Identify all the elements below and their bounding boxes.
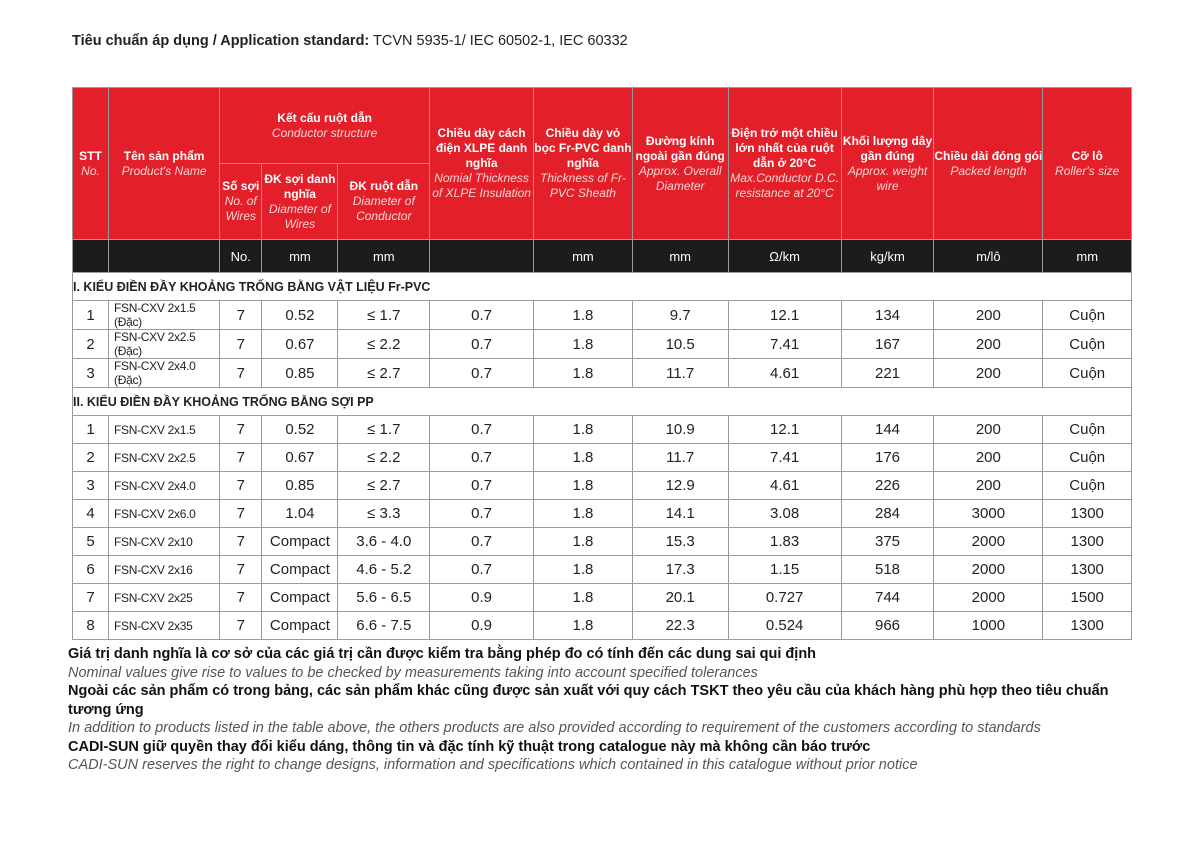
table-cell: 200	[934, 472, 1043, 500]
unit-cell: mm	[338, 240, 430, 273]
table-cell: 1.83	[728, 528, 841, 556]
section-header-row	[73, 388, 1132, 416]
header-resistance: Điện trở một chiều lớn nhất của ruột dẫn ở 20°C Max.Conductor D.C. resistance at 20°C	[728, 88, 841, 240]
table-cell: 10.9	[632, 416, 728, 444]
header-roller-size: Cỡ lô Roller's size	[1043, 88, 1132, 240]
table-cell: 0.67	[262, 444, 338, 472]
section-header-row	[73, 273, 1132, 301]
table-cell: 7	[220, 472, 262, 500]
table-cell: 2	[73, 330, 109, 359]
table-row	[73, 528, 1132, 556]
table-cell: 200	[934, 301, 1043, 330]
table-cell: Compact	[262, 584, 338, 612]
table-cell: 1.8	[534, 472, 633, 500]
table-row	[73, 416, 1132, 444]
table-cell: 744	[841, 584, 934, 612]
table-cell: ≤ 2.7	[338, 359, 430, 388]
header-conductor-diameter: ĐK ruột dẫn Diameter of Conductor	[338, 164, 430, 240]
table-cell: 518	[841, 556, 934, 584]
table-cell: 7	[220, 500, 262, 528]
table-cell: 1300	[1043, 500, 1132, 528]
table-cell: 1.8	[534, 444, 633, 472]
table-cell: 5	[73, 528, 109, 556]
unit-cell: mm	[262, 240, 338, 273]
table-cell: 1.15	[728, 556, 841, 584]
section-title: II. KIỂU ĐIỀN ĐẦY KHOẢNG TRỐNG BẰNG SỢI PP	[73, 388, 1132, 416]
table-cell: 1500	[1043, 584, 1132, 612]
table-cell: Cuộn	[1043, 444, 1132, 472]
header-xlpe-thickness: Chiều dày cách điện XLPE danh nghĩa Nomial Thickness of XLPE Insulation	[430, 88, 534, 240]
product-name-cell: FSN-CXV 2x6.0	[109, 500, 220, 528]
product-name-cell: FSN-CXV 2x2.5 (Đặc)	[109, 330, 220, 359]
table-cell: 200	[934, 330, 1043, 359]
table-cell: 7	[73, 584, 109, 612]
header-stt: STT No.	[73, 88, 109, 240]
table-cell: 0.7	[430, 528, 534, 556]
table-cell: 5.6 - 6.5	[338, 584, 430, 612]
table-cell: 167	[841, 330, 934, 359]
table-cell: 3000	[934, 500, 1043, 528]
table-cell: 3	[73, 472, 109, 500]
table-cell: Compact	[262, 556, 338, 584]
unit-cell: mm	[632, 240, 728, 273]
table-cell: 6.6 - 7.5	[338, 612, 430, 640]
header-overall-diameter: Đường kính ngoài gần đúng Approx. Overall Diameter	[632, 88, 728, 240]
application-standard	[72, 33, 628, 49]
header-packed-length: Chiều dài đóng gói Packed length	[934, 88, 1043, 240]
header-sheath-thickness: Chiều dày vỏ bọc Fr-PVC danh nghĩa Thickness of Fr-PVC Sheath	[534, 88, 633, 240]
table-cell: 200	[934, 359, 1043, 388]
table-cell: ≤ 2.7	[338, 472, 430, 500]
product-name-cell: FSN-CXV 2x1.5	[109, 416, 220, 444]
table-cell: 8	[73, 612, 109, 640]
table-cell: 2000	[934, 584, 1043, 612]
table-cell: 1.8	[534, 500, 633, 528]
table-cell: 1.8	[534, 359, 633, 388]
table-cell: 11.7	[632, 444, 728, 472]
standard-label: Tiêu chuẩn áp dụng / Application standard:	[72, 33, 370, 49]
table-cell: 200	[934, 444, 1043, 472]
table-cell: 7	[220, 359, 262, 388]
unit-cell: kg/km	[841, 240, 934, 273]
table-cell: 10.5	[632, 330, 728, 359]
table-row	[73, 359, 1132, 388]
table-cell: Compact	[262, 612, 338, 640]
table-cell: 4.61	[728, 359, 841, 388]
table-cell: 2000	[934, 528, 1043, 556]
table-cell: 4.61	[728, 472, 841, 500]
product-name-cell: FSN-CXV 2x16	[109, 556, 220, 584]
product-name-cell: FSN-CXV 2x4.0	[109, 472, 220, 500]
header-weight: Khối lượng dây gần đúng Approx. weight wire	[841, 88, 934, 240]
header-wire-diameter: ĐK sợi danh nghĩa Diameter of Wires	[262, 164, 338, 240]
table-body	[73, 273, 1132, 640]
unit-cell: No.	[220, 240, 262, 273]
table-cell: 1.8	[534, 556, 633, 584]
table-cell: ≤ 1.7	[338, 416, 430, 444]
table-cell: 1.8	[534, 330, 633, 359]
table-cell: 0.727	[728, 584, 841, 612]
table-row	[73, 500, 1132, 528]
table-cell: 1.8	[534, 528, 633, 556]
table-row	[73, 301, 1132, 330]
table-cell: 134	[841, 301, 934, 330]
table-cell: 221	[841, 359, 934, 388]
table-cell: Compact	[262, 528, 338, 556]
table-cell: Cuộn	[1043, 301, 1132, 330]
table-cell: ≤ 2.2	[338, 330, 430, 359]
unit-cell: mm	[534, 240, 633, 273]
unit-cell	[109, 240, 220, 273]
table-cell: 1.8	[534, 584, 633, 612]
table-cell: 0.67	[262, 330, 338, 359]
table-cell: 12.1	[728, 416, 841, 444]
table-cell: 1000	[934, 612, 1043, 640]
table-cell: 966	[841, 612, 934, 640]
table-cell: 15.3	[632, 528, 728, 556]
table-cell: 1300	[1043, 612, 1132, 640]
table-cell: 2000	[934, 556, 1043, 584]
table-cell: 4.6 - 5.2	[338, 556, 430, 584]
table-cell: 0.7	[430, 301, 534, 330]
table-cell: 0.9	[430, 612, 534, 640]
table-cell: Cuộn	[1043, 472, 1132, 500]
table-cell: 2	[73, 444, 109, 472]
table-cell: 7	[220, 556, 262, 584]
note-vi: CADI-SUN giữ quyền thay đổi kiểu dáng, thông tin và đặc tính kỹ thuật trong catalogue này mà không cần báo trước	[68, 738, 871, 755]
header-conductor-structure: Kết cấu ruột dẫn Conductor structure	[220, 88, 430, 164]
note-en: In addition to products listed in the table above, the others products are also provided according to requirement of the customers according to standards	[68, 720, 1041, 736]
header-wires: Số sợi No. of Wires	[220, 164, 262, 240]
table-cell: 7	[220, 612, 262, 640]
table-cell: 14.1	[632, 500, 728, 528]
table-cell: 7	[220, 416, 262, 444]
table-cell: 7	[220, 528, 262, 556]
table-cell: ≤ 1.7	[338, 301, 430, 330]
table-cell: 7	[220, 584, 262, 612]
table-cell: 0.52	[262, 301, 338, 330]
table-cell: 22.3	[632, 612, 728, 640]
table-cell: 3.6 - 4.0	[338, 528, 430, 556]
note-vi: Giá trị danh nghĩa là cơ sở của các giá trị cần được kiểm tra bằng phép đo có tính đến các dung sai qui định	[68, 646, 817, 662]
table-cell: Cuộn	[1043, 330, 1132, 359]
product-name-cell: FSN-CXV 2x35	[109, 612, 220, 640]
cable-spec-table	[72, 87, 1132, 640]
table-cell: 0.7	[430, 330, 534, 359]
table-cell: 176	[841, 444, 934, 472]
table-cell: 1	[73, 301, 109, 330]
table-cell: 0.7	[430, 472, 534, 500]
table-cell: ≤ 2.2	[338, 444, 430, 472]
notes	[68, 645, 1148, 775]
table-cell: 3.08	[728, 500, 841, 528]
table-cell: 1.8	[534, 301, 633, 330]
table-cell: 9.7	[632, 301, 728, 330]
table-cell: 1.04	[262, 500, 338, 528]
table-cell: 20.1	[632, 584, 728, 612]
table-cell: 284	[841, 500, 934, 528]
header-product-name: Tên sản phẩm Product's Name	[109, 88, 220, 240]
product-name-cell: FSN-CXV 2x10	[109, 528, 220, 556]
table-cell: Cuộn	[1043, 359, 1132, 388]
table-cell: 4	[73, 500, 109, 528]
table-cell: 12.1	[728, 301, 841, 330]
table-cell: 0.7	[430, 416, 534, 444]
section-title: I. KIỂU ĐIỀN ĐẦY KHOẢNG TRỐNG BẰNG VẬT LIỆU Fr-PVC	[73, 273, 1132, 301]
table-row	[73, 444, 1132, 472]
table-cell: 0.52	[262, 416, 338, 444]
product-name-cell: FSN-CXV 2x4.0 (Đặc)	[109, 359, 220, 388]
standard-value: TCVN 5935-1/ IEC 60502-1, IEC 60332	[373, 33, 628, 49]
table-row	[73, 556, 1132, 584]
table-cell: 1	[73, 416, 109, 444]
table-cell: 1.8	[534, 416, 633, 444]
table-cell: Cuộn	[1043, 416, 1132, 444]
table-cell: 0.7	[430, 556, 534, 584]
table-cell: 0.9	[430, 584, 534, 612]
table-cell: 3	[73, 359, 109, 388]
table-cell: 1300	[1043, 528, 1132, 556]
unit-cell	[73, 240, 109, 273]
note-vi: Ngoài các sản phẩm có trong bảng, các sản phẩm khác cũng được sản xuất với quy cách TSKT theo yêu cầu của khách hàng phù hợp theo tiêu chuẩn tương ứng	[68, 683, 1109, 718]
unit-cell: mm	[1043, 240, 1132, 273]
table-cell: 375	[841, 528, 934, 556]
table-cell: ≤ 3.3	[338, 500, 430, 528]
table-row	[73, 612, 1132, 640]
note-en: CADI-SUN reserves the right to change designs, information and specifications which contained in this catalogue without prior notice	[68, 757, 918, 773]
table-cell: 144	[841, 416, 934, 444]
table-row	[73, 472, 1132, 500]
table-row	[73, 330, 1132, 359]
table-cell: 11.7	[632, 359, 728, 388]
product-name-cell: FSN-CXV 2x1.5 (Đặc)	[109, 301, 220, 330]
unit-cell: m/lô	[934, 240, 1043, 273]
unit-cell	[430, 240, 534, 273]
table-cell: 7	[220, 444, 262, 472]
table-cell: 1300	[1043, 556, 1132, 584]
table-cell: 0.7	[430, 359, 534, 388]
table-cell: 12.9	[632, 472, 728, 500]
table-cell: 7	[220, 330, 262, 359]
table-cell: 0.85	[262, 472, 338, 500]
product-name-cell: FSN-CXV 2x25	[109, 584, 220, 612]
table-cell: 0.7	[430, 444, 534, 472]
table-cell: 0.85	[262, 359, 338, 388]
table-cell: 0.524	[728, 612, 841, 640]
table-cell: 7	[220, 301, 262, 330]
unit-cell: Ω/km	[728, 240, 841, 273]
table-cell: 7.41	[728, 330, 841, 359]
note-en: Nominal values give rise to values to be checked by measurements taking into account specified tolerances	[68, 664, 758, 681]
units-row	[73, 240, 1132, 273]
product-name-cell: FSN-CXV 2x2.5	[109, 444, 220, 472]
table-cell: 6	[73, 556, 109, 584]
table-cell: 7.41	[728, 444, 841, 472]
table-cell: 17.3	[632, 556, 728, 584]
table-cell: 200	[934, 416, 1043, 444]
table-row	[73, 584, 1132, 612]
table-cell: 0.7	[430, 500, 534, 528]
table-cell: 226	[841, 472, 934, 500]
table-cell: 1.8	[534, 612, 633, 640]
